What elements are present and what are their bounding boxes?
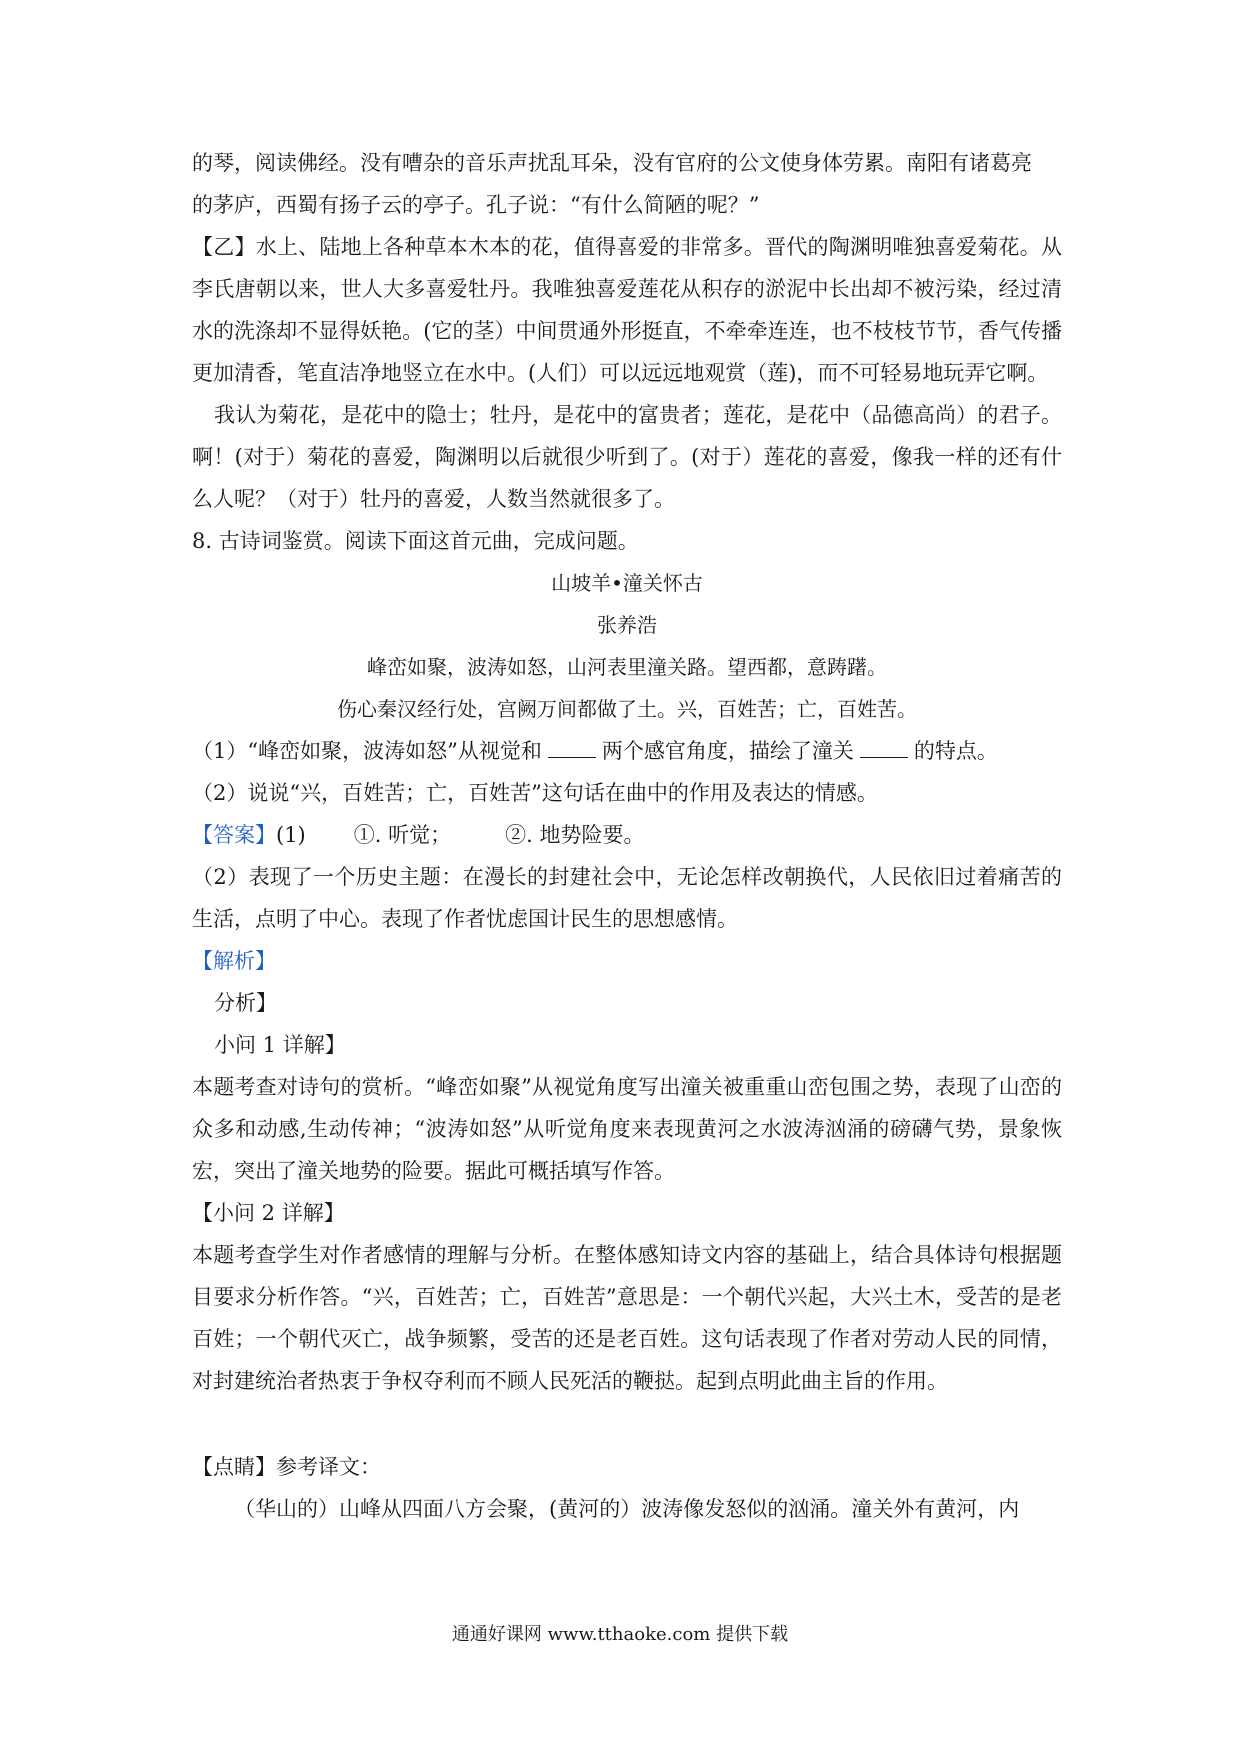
q1-detail: 本题考查对诗句的赏析。“峰峦如聚”从视觉角度写出潼关被重重山峦包围之势，表现了山峦的众多和动感,生动传神；“波涛如怒”从听觉角度来表现黄河之水波涛汹涌的磅礴气势，景象恢宏，突出了潼关地势的险要。据此可概括填写作答。: [192, 1075, 1062, 1183]
answer-tag: 【答案】: [192, 823, 276, 847]
question-1: [192, 730, 1062, 772]
answer-blank: [860, 735, 908, 758]
question-text: 两个感官角度，描绘了潼关: [601, 739, 854, 763]
answer-1: [192, 814, 1062, 856]
yi-text: 水上、陆地上各种草本木本的花，值得喜爱的非常多。晋代的陶渊明唯独喜爱菊花。从李氏唐朝以来，世人大多喜爱牡丹。我唯独喜爱莲花从积存的淤泥中长出却不被污染，经过清水的洗涤却不显得妖艳。(它的茎）中间贯通外形挺直，不牵牵连连，也不枝枝节节，香气传播更加清香，笔直洁净地竖立在水中。(人们）可以远远地观赏（莲)，而不可轻易地玩弄它啊。: [192, 235, 1063, 385]
paragraph: 我认为菊花，是花中的隐士；牡丹，是花中的富贵者；莲花，是花中（品德高尚）的君子。啊！(对于）菊花的喜爱，陶渊明以后就很少听到了。(对于）莲花的喜爱，像我一样的还有什么人呢？（对于）牡丹的喜爱，人数当然就很多了。: [192, 403, 1062, 511]
question-heading: 8. 古诗词鉴赏。阅读下面这首元曲，完成问题。: [192, 529, 639, 553]
yi-paragraph: [192, 226, 1062, 394]
translation: （华山的）山峰从四面八方会聚，(黄河的）波涛像发怒似的汹涌。潼关外有黄河，内: [234, 1497, 1020, 1521]
paragraph-line: 的琴，阅读佛经。没有嘈杂的音乐声扰乱耳朵，没有官府的公文使身体劳累。南阳有诸葛亮: [192, 151, 1032, 175]
dianjing-tag: 【点睛】: [192, 1455, 276, 1479]
answer-item: ①. 听觉；: [353, 823, 452, 847]
poem-line: 伤心秦汉经行处，宫阙万间都做了土。兴，百姓苦；亡，百姓苦。: [337, 697, 917, 721]
answer-label: (1): [276, 823, 306, 847]
paragraph-line: 的茅庐，西蜀有扬子云的亭子。孔子说：“有什么简陋的呢？”: [192, 193, 760, 217]
poem-title: 山坡羊•潼关怀古: [551, 571, 703, 595]
q2-detail-heading: 【小问 2 详解】: [192, 1201, 345, 1225]
dianjing: [192, 1446, 1062, 1488]
question-text: （1）“峰峦如聚，波涛如怒”从视觉和: [192, 739, 542, 763]
document-body: [192, 142, 1062, 1530]
question-text: 的特点。: [913, 739, 998, 763]
answer-item: ②. 地势险要。: [505, 823, 645, 847]
analysis-subheading: 分析】: [214, 991, 277, 1015]
q2-detail: 本题考查学生对作者感情的理解与分析。在整体感知诗文内容的基础上，结合具体诗句根据题目要求分析作答。“兴，百姓苦；亡，百姓苦”意思是：一个朝代兴起，大兴土木，受苦的是老百姓；一个朝代灭亡，战争频繁，受苦的还是老百姓。这句话表现了作者对劳动人民的同情，对封建统治者热衷于争权夺利而不顾人民死活的鞭挞。起到点明此曲主旨的作用。: [192, 1243, 1062, 1393]
spacer: [192, 1402, 1062, 1446]
yi-tag: 【乙】: [192, 235, 256, 259]
poem-line: 峰峦如聚，波涛如怒，山河表里潼关路。望西都，意踌躇。: [367, 655, 887, 679]
analysis-tag: 【解析】: [192, 949, 276, 973]
q1-detail-heading: 小问 1 详解】: [214, 1033, 346, 1057]
answer-2: （2）表现了一个历史主题：在漫长的封建社会中，无论怎样改朝换代，人民依旧过着痛苦的生活，点明了中心。表现了作者忧虑国计民生的思想感情。: [192, 865, 1062, 931]
answer-blank: [548, 735, 596, 758]
poem-author: 张养浩: [597, 613, 657, 637]
question-2: （2）说说“兴，百姓苦；亡，百姓苦”这句话在曲中的作用及表达的情感。: [192, 781, 878, 805]
page-footer: 通通好课网 www.tthaoke.com 提供下载: [451, 1624, 789, 1645]
dianjing-text: 参考译文：: [276, 1455, 381, 1479]
